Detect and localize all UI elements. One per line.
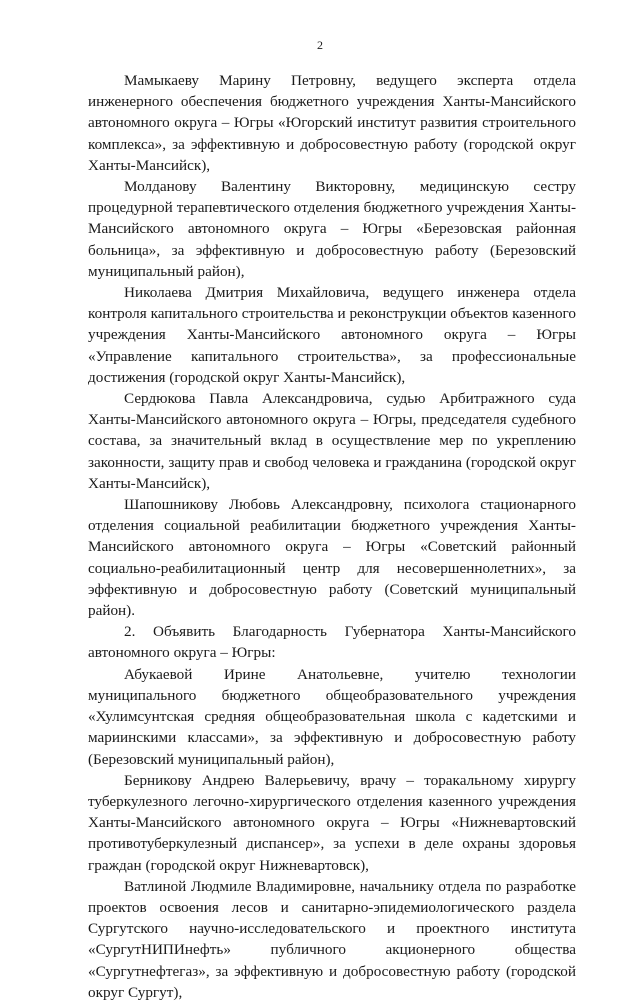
paragraph-serdyukov: Сердюкова Павла Александровича, судью Арбитражного суда Ханты-Мансийского автономного округа – Югры, председателя судебного состава, за значительный вклад в осуществление мер по укреплению законности, защиту прав и свобод человека и гражданина (городской округ Ханты-Мансийск),: [88, 390, 576, 492]
page-number: 2: [317, 38, 323, 52]
paragraph-bernikov: Берникову Андрею Валерьевичу, врачу – торакальному хирургу туберкулезного легочно-хирургического отделения казенного учреждения Ханты-Мансийского автономного округа – Югры «Нижневартовский противотуберкулезный диспансер», за успехи в деле охраны здоровья граждан (городской округ Нижневартовск),: [88, 771, 576, 874]
paragraph-shaposhnikova: Шапошникову Любовь Александровну, психолога стационарного отделения социальной реабилитации бюджетного учреждения Ханты-Мансийского автономного округа – Югры «Советский районный социально-реабилитационный центр для несовершеннолетних», за эффективную и добросовестную работу (Советский муниципальный район).: [88, 496, 576, 620]
paragraph-section-2-heading: 2. Объявить Благодарность Губернатора Ханты-Мансийского автономного округа – Югры:: [88, 623, 576, 662]
paragraph-nikolaev: Николаева Дмитрия Михайловича, ведущего инженера отдела контроля капитального строительства и реконструкции объектов казенного учреждения Ханты-Мансийского автономного округа – Югры «Управление капитального строительства», за профессиональные достижения (городской округ Ханты-Мансийск),: [88, 284, 576, 386]
paragraph-abukaeva: Абукаевой Ирине Анатольевне, учителю технологии муниципального бюджетного общеобразовательного учреждения «Хулимсунтская средняя общеобразовательная школа с кадетскими и мариинскими классами», за эффективную и добросовестную работу (Березовский муниципальный район),: [88, 665, 576, 768]
paragraph-vatlina: Ватлиной Людмиле Владимировне, начальнику отдела по разработке проектов освоения лесов и санитарно-эпидемиологического раздела Сургутского научно-исследовательского и проектного института «СургутНИПИнефть» публичного акционерного общества «Сургутнефтегаз», за эффективную и добросовестную работу (городской округ Сургут),: [88, 877, 576, 1001]
paragraph-mamykaeva: Мамыкаеву Марину Петровну, ведущего эксперта отдела инженерного обеспечения бюджетного учреждения Ханты-Мансийского автономного округа – Югры «Югорский институт развития строительного комплекса», за эффективную и добросовестную работу (городской округ Ханты-Мансийск),: [88, 72, 576, 174]
document-body: [88, 70, 576, 1003]
paragraph-moldanova: Молданову Валентину Викторовну, медицинскую сестру процедурной терапевтического отделения бюджетного учреждения Ханты-Мансийского автономного округа – Югры «Березовская районная больница», за эффективную и добросовестную работу (Березовский муниципальный район),: [88, 178, 576, 280]
